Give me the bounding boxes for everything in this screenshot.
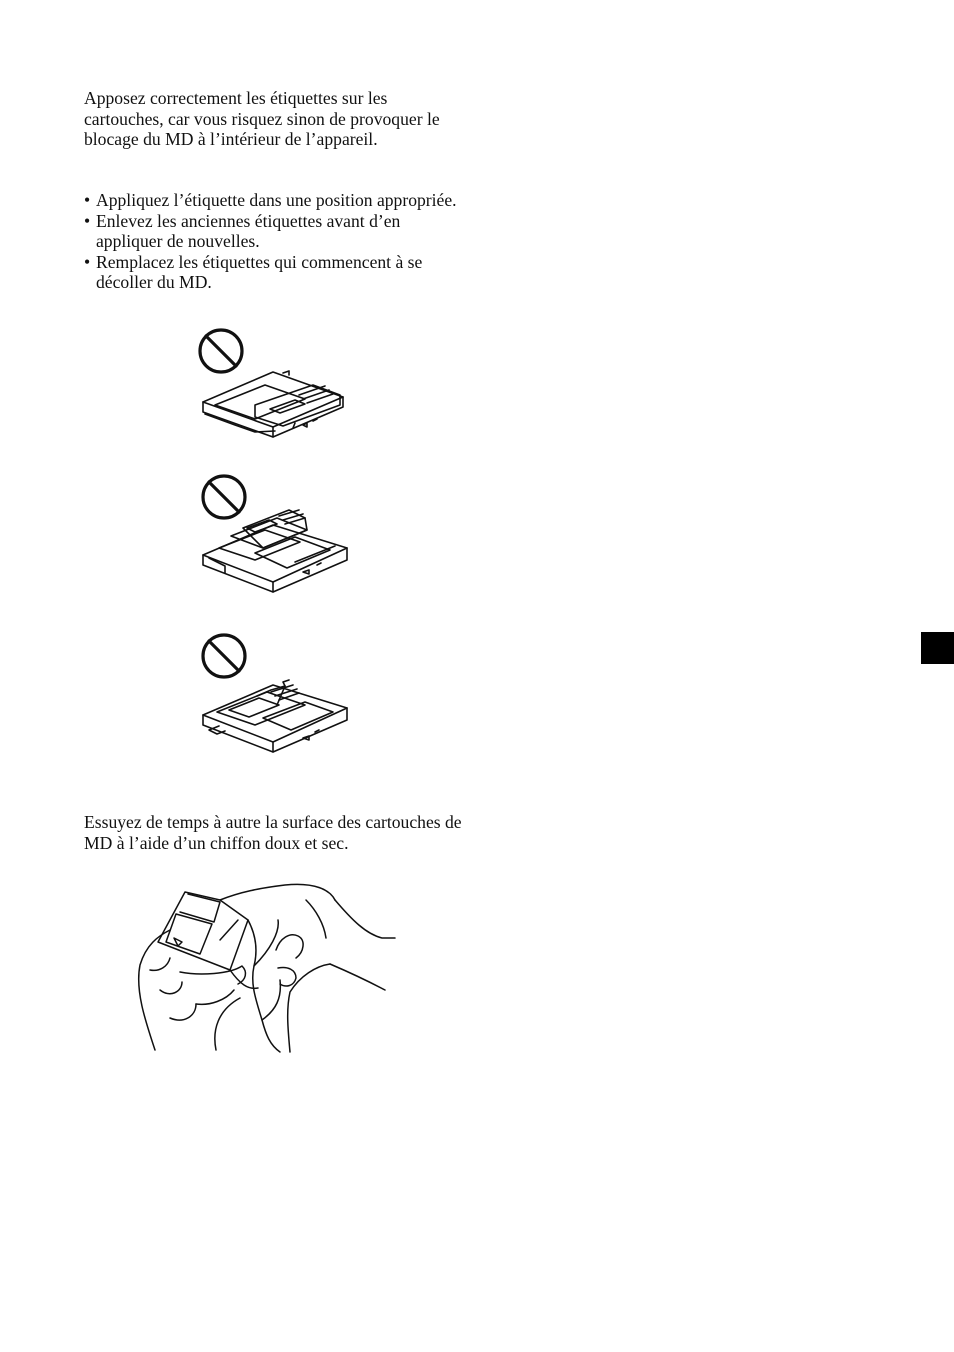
prohibited-icon bbox=[203, 476, 245, 518]
bullet-list bbox=[84, 190, 464, 293]
bullet-item bbox=[84, 211, 464, 252]
minidisc-icon bbox=[203, 680, 347, 752]
left-hand-icon bbox=[139, 930, 246, 1050]
bullet-text: Enlevez les anciennes étiquettes avant d’en appliquer de nouvelles. bbox=[96, 210, 401, 251]
bullet-text: Remplacez les étiquettes qui commencent à se décoller du MD. bbox=[96, 251, 423, 292]
section-tab-marker bbox=[921, 632, 954, 664]
bullet-marker: • bbox=[84, 190, 91, 210]
bullet-marker: • bbox=[84, 210, 91, 231]
prohibited-icon bbox=[203, 635, 245, 677]
bullet-item bbox=[84, 190, 464, 211]
bullet-marker: • bbox=[84, 251, 91, 272]
intro-paragraph: Apposez correctement les étiquettes sur les cartouches, car vous risquez sinon de provoquer le blocage du MD à l’intérieur de l’appareil. bbox=[84, 88, 440, 149]
minidisc-icon bbox=[203, 371, 343, 437]
hands-wiping-md-figure bbox=[130, 880, 400, 1052]
prohibited-icon bbox=[200, 330, 242, 372]
md-label-misaligned-figure bbox=[195, 327, 355, 447]
wipe-paragraph: Essuyez de temps à autre la surface des cartouches de MD à l’aide d’un chiffon doux et sec. bbox=[84, 812, 462, 853]
minidisc-icon bbox=[158, 892, 248, 970]
right-hand-icon bbox=[276, 900, 395, 1052]
md-label-peeling-figure bbox=[195, 630, 355, 760]
minidisc-icon bbox=[203, 510, 347, 592]
bullet-text: Appliquez l’étiquette dans une position appropriée. bbox=[96, 190, 457, 210]
md-labels-stacked-figure bbox=[195, 470, 355, 600]
bullet-item bbox=[84, 252, 464, 293]
